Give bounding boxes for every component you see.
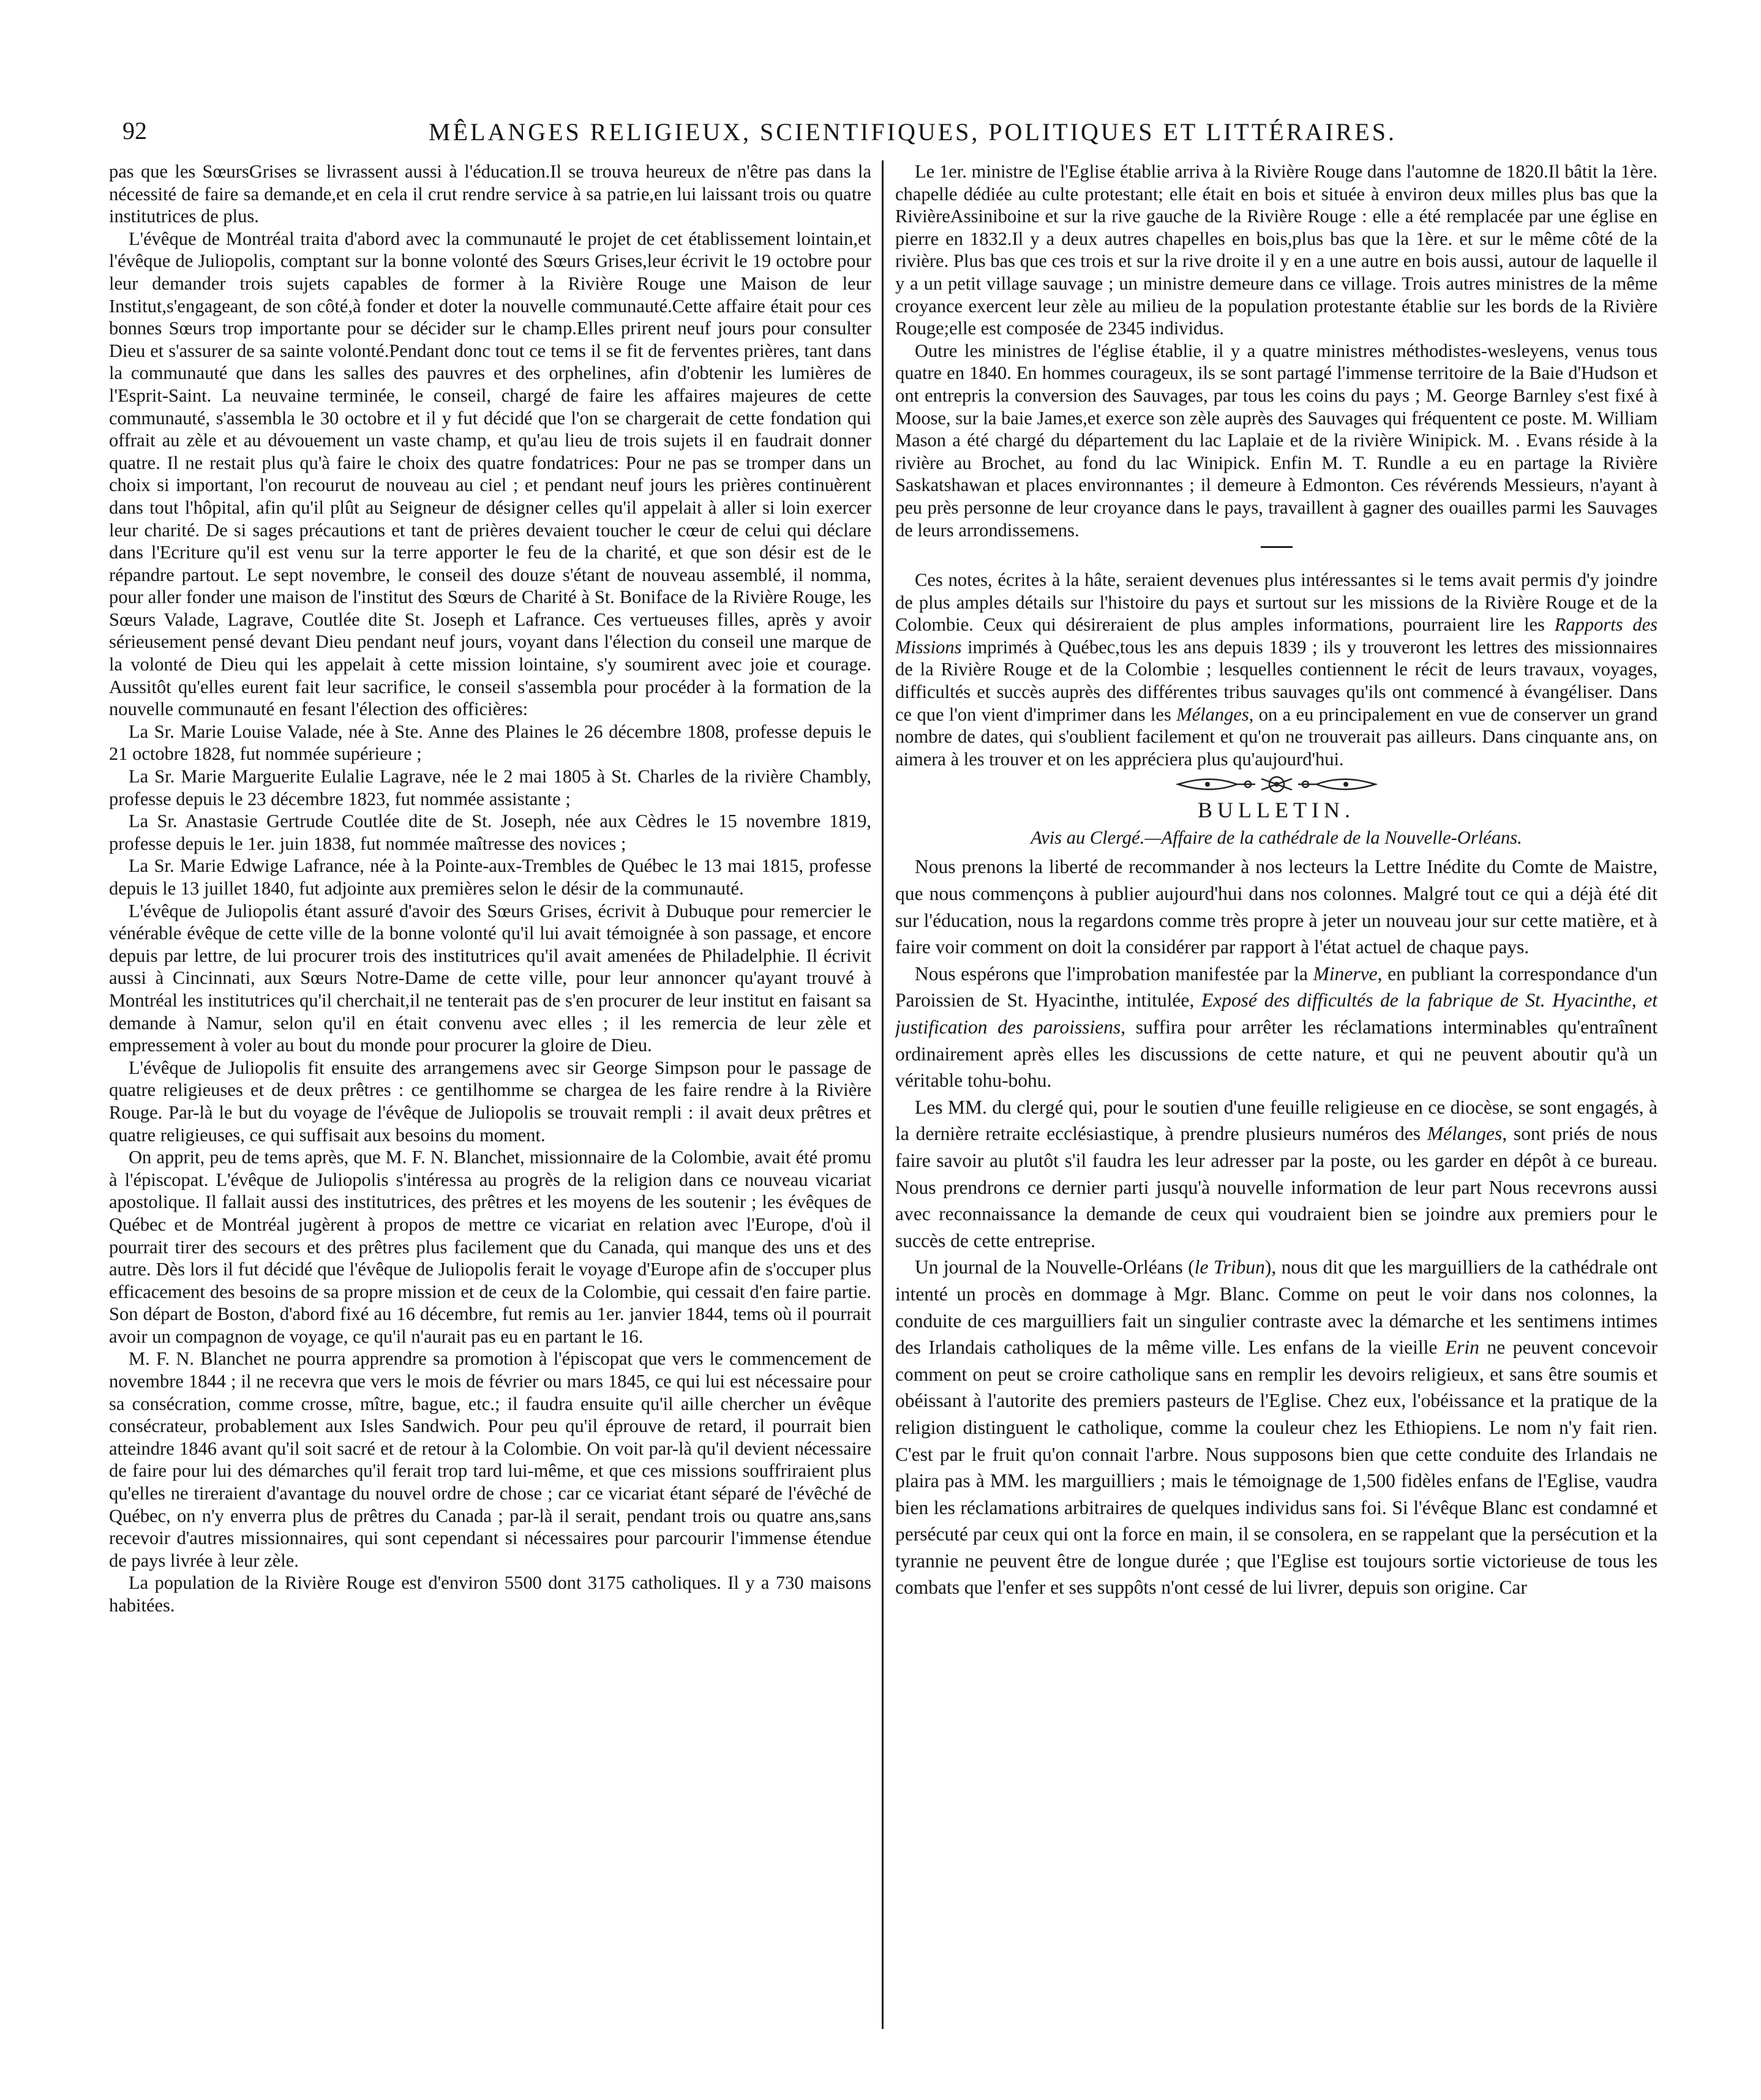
paragraph: On apprit, peu de tems après, que M. F. N. Blanchet, missionnaire de la Colombie, avait été promu à l'épiscopat. L'évêque de Juliopolis s'intéressa au progrès de la religion dans ce nouveau vicariat apostolique. Il fallait aussi des institutrices, des prêtres et les moyens de les soutenir ; les évêques de Québec et de Montréal jugèrent à propos de mettre ce vicariat en relation avec l'Europe, d'où il pourrait tirer des secours et des prêtres plus facilement que du Canada, qui manque des uns et des autre. Dès lors il fut décidé que l'évêque de Juliopolis ferait le voyage d'Europe afin de s'occuper plus efficacement des besoins de sa propre mission et de ceux de la Colombie, qui cessait d'en faire partie. Son départ de Boston, d'abord fixé au 16 décembre, fut remis au 1er. janvier 1844, tems où il pourrait avoir un compagnon de voyage, ce qu'il n'aurait pas eu en partant le 16. [109, 1147, 871, 1347]
text-run: , en publiant la correspondance d'un Paroissien de St. Hyacinthe, intitulée, [895, 962, 1658, 1011]
officer-entry: La Sr. Marie Louise Valade, née à Ste. Anne des Plaines le 26 décembre 1808, professe depuis le 21 octobre 1828, fut nommée supérieure ; [109, 721, 871, 765]
italic-title: Mélanges [1427, 1123, 1503, 1145]
text-run: Les MM. du clergé qui, pour le soutien d'une feuille religieuse en ce diocèse, se sont engagés, à la dernière retraite ecclésiastique, à prendre plusieurs numéros des [895, 1096, 1658, 1145]
text-run: , suffira pour arrêter les réclamations interminables qu'entraînent ordinairement après elles les discussions de cette nature, et qui ne peuvent aboutir qu'à un véritable tohu-bohu. [895, 1016, 1658, 1092]
officer-entry: La Sr. Marie Marguerite Eulalie Lagrave, née le 2 mai 1805 à St. Charles de la rivière Chambly, professe depuis le 23 décembre 1823, fut nommée assistante ; [109, 766, 871, 809]
text-run: Nous espérons que l'improbation manifestée par la [915, 962, 1313, 984]
officer-entry: La Sr. Marie Edwige Lafrance, née à la Pointe-aux-Trembles de Québec le 13 mai 1815, professe depuis le 13 juillet 1840, fut adjointe aux premières selon le désir de la communauté. [109, 855, 871, 899]
bulletin-paragraph: Nous prenons la liberté de recommander à nos lecteurs la Lettre Inédite du Comte de Maistre, que nous commençons à publier aujourd'hui dans nos colonnes. Malgré tout ce qui a déjà été dit sur l'éducation, nous la regardons comme très propre à jeter un nouveau jour sur cette matière, et à faire voir comment on doit la considérer par rapport à l'état actuel de chaque pays. [895, 856, 1658, 958]
paragraph: L'évêque de Juliopolis étant assuré d'avoir des Sœurs Grises, écrivit à Dubuque pour remercier le vénérable évêque de cette ville de la bonne volonté qu'il lui avait témoignée à son passage, et encore depuis par lettre, de lui procurer trois des institutrices qu'il avait amenées de Philadelphie. Il écrivit aussi à Cincinnati, aux Sœurs Notre-Dame de cette ville, pour leur annoncer qu'ayant trouvé à Montréal les institutrices qu'il cherchait,il ne tenterait pas de s'en procurer de leur institut en faisant sa demande à Namur, selon qu'il en était convenu avec elles ; il les remercia de leur zèle et empressement à voler au bout du monde pour procurer la gloire de Dieu. [109, 900, 871, 1056]
section-rule [1261, 546, 1293, 548]
paragraph: Outre les ministres de l'église établie, il y a quatre ministres méthodistes-wesleyens, venus tous quatre en 1840. En hommes courageux, ils se sont partagé l'immense territoire de la Baie d'Hudson et ont entrepris la conversion des Sauvages, par tous les coins du pays ; M. George Barnley s'est fixé à Moose, sur la baie James,et exerce son zèle auprès des Sauvages qui fréquentent ce poste. M. William Mason a été chargé du département du lac Laplaie et de la rivière Winipick. M. . Evans réside à la rivière au Brochet, au fond du lac Winipick. Enfin M. T. Rundle a eu en partage la Rivière Saskatshawan et places environnantes ; il demeure à Edmonton. Ces révérends Messieurs, n'ayant à peu près personne de leur croyance dans le pays, travaillent à gagner des ouailles parmi les Sauvages de leurs arrondissemens. [895, 340, 1658, 541]
bulletin-paragraph [895, 961, 1658, 1094]
text-run: ), nous dit que les marguilliers de la cathédrale ont intenté un procès en dommage à Mgr. Blanc. Comme on peut le voir dans nos colonnes, la conduite de ces marguilliers fait un singulier contraste avec la démarche et les sentimens intimes des Irlandais catholiques de la même ville. Les enfans de la vieille [895, 1256, 1658, 1359]
bulletin-heading: BULLETIN. [1198, 798, 1355, 823]
text-run: Ces notes, écrites à la hâte, seraient devenues plus intéressantes si le tems avait permis d'y joindre de plus amples détails sur l'histoire du pays et surtout sur les missions de la Rivière Rouge et de la Colombie. Ceux qui désireraient de plus amples informations, pourraient lire les [895, 569, 1658, 636]
text-run: , on a eu principalement en vue de conserver un grand nombre de dates, qui s'oublient facilement et qu'on ne trouverait pas ailleurs. Dans cinquante ans, on aimera à les trouver et on les appréciera plus qu'aujourd'hui. [895, 703, 1658, 770]
italic-title: Mélanges [1176, 703, 1249, 725]
paragraph: L'évêque de Juliopolis fit ensuite des arrangemens avec sir George Simpson pour le passage de quatre religieuses et de deux prêtres : ce gentilhomme se chargea de les faire rendre à la Rivière Rouge. Par-là le but du voyage de l'évêque de Juliopolis se trouvait rempli : il avait deux prêtres et quatre religieuses, ce qui suffisait aux besoins du moment. [109, 1057, 871, 1146]
paragraph: La population de la Rivière Rouge est d'environ 5500 dont 3175 catholiques. Il y a 730 maisons habitées. [109, 1572, 871, 1616]
italic-title: Erin [1444, 1337, 1479, 1359]
paragraph: M. F. N. Blanchet ne pourra apprendre sa promotion à l'épiscopat que vers le commencement de novembre 1844 ; il ne recevra que vers le mois de février ou mars 1845, ce qui lui est nécessaire pour sa consécration, comme crosse, mître, bague, etc.; il faudra ensuite qu'il aille chercher un évêque consécrateur, probablement aux Isles Sandwich. Pour peu qu'il éprouve de retard, il pourrait bien atteindre 1846 avant qu'il soit sacré et de retour à la Colombie. On voit par-là qu'il devient nécessaire de faire pour lui des démarches qu'il ferait trop tard lui-même, et que ces missions souffriraient plus qu'elles ne tireraient d'avantage du nouvel ordre de chose ; car ce vicariat étant séparé de l'évêché de Québec, on n'y enverra plus de prêtres du Canada ; par-là il serait, pendant trois ou quatre ans,sans recevoir d'autres missionnaires, qui sont cependant si nécessaires pour parcourir l'immense étendue de pays livrée à leur zèle. [109, 1348, 871, 1571]
text-run: , sont priés de nous faire savoir au plutôt s'il faudra les leur adresser par la poste, ou les garder en dépôt à ce bureau. Nous prendrons ce dernier parti jusqu'à nouvelle information de leur part Nous recevrons aussi avec reconnaissance la demande de ceux qui voudraient bien se joindre aux premiers pour le succès de cette entreprise. [895, 1123, 1658, 1251]
paragraph: pas que les SœursGrises se livrassent aussi à l'éducation.Il se trouva heureux de n'être pas dans la nécessité de faire sa demande,et en cela il crut rendre service à sa patrie,en lui laissant trois ou quatre institutrices de plus. [109, 161, 871, 227]
italic-title: Exposé des difficultés de la fabrique de St. Hyacinthe, et justification des paroissiens [895, 989, 1658, 1038]
ornament-icon [1176, 774, 1378, 795]
page-header [104, 111, 1657, 149]
left-column [109, 160, 871, 2029]
italic-title: Minerve [1313, 962, 1378, 984]
page-number: 92 [122, 117, 147, 144]
italic-title: Rapports des Missions [895, 614, 1658, 658]
bulletin-paragraph [895, 1094, 1658, 1254]
ornament-divider [895, 774, 1658, 795]
officer-entry: La Sr. Anastasie Gertrude Coutlée dite de St. Joseph, née aux Cèdres le 15 novembre 1819, professe depuis le 1er. juin 1838, fut nommée maîtresse des novices ; [109, 811, 871, 854]
text-run: Un journal de la Nouvelle-Orléans ( [915, 1256, 1195, 1278]
column-rule [882, 160, 884, 2029]
paragraph: Le 1er. ministre de l'Eglise établie arriva à la Rivière Rouge dans l'automne de 1820.Il bâtit la 1ère. chapelle dédiée au culte protestant; elle était en bois et située à environ deux milles plus bas que la RivièreAssiniboine et sur la rive gauche de la Rivière Rouge : elle a été remplacée par une église en pierre en 1832.Il y a deux autres chapelles en bois,plus bas que la 1ère. et sur le même côté de la rivière. Plus bas que ces trois et sur la rive droite il y en a une autre en bois aussi, autour de laquelle il y a un petit village sauvage ; un ministre demeure dans ce village. Trois autres ministres de la même croyance exercent leur zèle au milieu de la population protestante établie sur les bords de la Rivière Rouge;elle est composée de 2345 individus. [895, 161, 1658, 339]
italic-title: le Tribun [1194, 1256, 1265, 1278]
running-head: MÊLANGES RELIGIEUX, SCIENTIFIQUES, POLITIQUES ET LITTÉRAIRES. [429, 118, 1397, 146]
bulletin-subtitle: Avis au Clergé.—Affaire de la cathédrale de la Nouvelle-Orléans. [1031, 827, 1522, 849]
right-column [895, 160, 1658, 2029]
notes-paragraph [895, 569, 1658, 770]
text-run: imprimés à Québec,tous les ans depuis 1839 ; ils y trouveront les lettres des missionnaires de la Rivière Rouge et de la Colombie ; lesquelles contiennent le récit de leurs travaux, voyages, difficultés et succès auprès des différentes tribus sauvages qu'ils ont commencé à évangéliser. Dans ce que l'on vient d'imprimer dans les [895, 636, 1658, 725]
text-run: ne peuvent concevoir comment on peut se croire catholique sans en remplir les devoirs religieux, et sans être soumis et obéissant à l'autorite des premiers pasteurs de l'Eglise. Chez eux, l'obéissance et la pratique de la religion distinguent le catholique, comme la couleur chez les Ethiopiens. Le nom n'y fait rien. C'est par le fruit qu'on connait l'arbre. Nous supposons bien que cette conduite des Irlandais ne plaira pas à MM. les marguilliers ; mais le témoignage de 1,500 fidèles enfans de l'Eglise, vaudra bien les réclamations arbitraires de quelques individus sans foi. Si l'évêque Blanc est condamné et persécuté par ceux qui ont la force en main, il se consolera, en se rappelant que la persécution et la tyrannie ne peuvent être de longue durée ; que l'Eglise est toujours sortie victorieuse de tous les combats que l'enfer et ses suppôts n'ont cessé de lui livrer, depuis son origine. Car [895, 1337, 1658, 1599]
bulletin-paragraph [895, 1254, 1658, 1601]
paragraph: L'évêque de Montréal traita d'abord avec la communauté le projet de cet établissement lointain,et l'évêque de Juliopolis, comptant sur la bonne volonté des Sœurs Grises,leur écrivit le 19 octobre pour leur demander trois sujets capables de former à la Rivière Rouge une Maison de leur Institut,s'engageant, de son côté,à fonder et doter la nouvelle communauté.Cette affaire était pour ces bonnes Sœurs trop importante pour se décider sur le champ.Elles prirent neuf jours pour consulter Dieu et s'assurer de sa sainte volonté.Pendant donc tout ce tems il se fit de ferventes prières, tant dans la communauté que dans les salles des pauvres et des orphelines, afin d'obtenir les lumières de l'Esprit-Saint. La neuvaine terminée, le conseil, chargé de faire les affaires majeures de cette communauté, s'assembla le 30 octobre et il y fut décidé que l'on se chargerait de cette fondation qui offrait au zèle et au dévouement un vaste champ, et qu'au lieu de trois sujets il en faudrait donner quatre. Il ne restait plus qu'à faire le choix des quatre fondatrices: Pour ne pas se tromper dans un choix si important, l'on recourut de nouveau au ciel ; et pendant neuf jours les prières continuèrent dans tout l'hôpital, afin qu'il plût au Seigneur de désigner celles qu'il appelait à aller si loin exercer leur charité. De si sages précautions et tant de prières devaient toucher le cœur de celui qui déclare dans l'Ecriture qu'il est venu sur la terre apporter le feu de la charité, et que son désir est de le répandre partout. Le sept novembre, le conseil des douze s'étant de nouveau assemblé, il nomma, pour aller fonder une maison de l'institut des Sœurs de Charité à St. Boniface de la Rivière Rouge, les Sœurs Valade, Lagrave, Coutlée dite St. Joseph et Lafrance. Ces vertueuses filles, après y avoir sérieusement pensé devant Dieu pendant neuf jours, voyant dans l'élection du conseil une marque de la volonté de Dieu qui les appelait à cette mission lointaine, s'y soumirent avec joie et courage. Aussitôt qu'elles eurent fait leur sacrifice, le conseil s'assembla pour procéder à la formation de la nouvelle communauté en fesant l'élection des officières: [109, 228, 871, 720]
